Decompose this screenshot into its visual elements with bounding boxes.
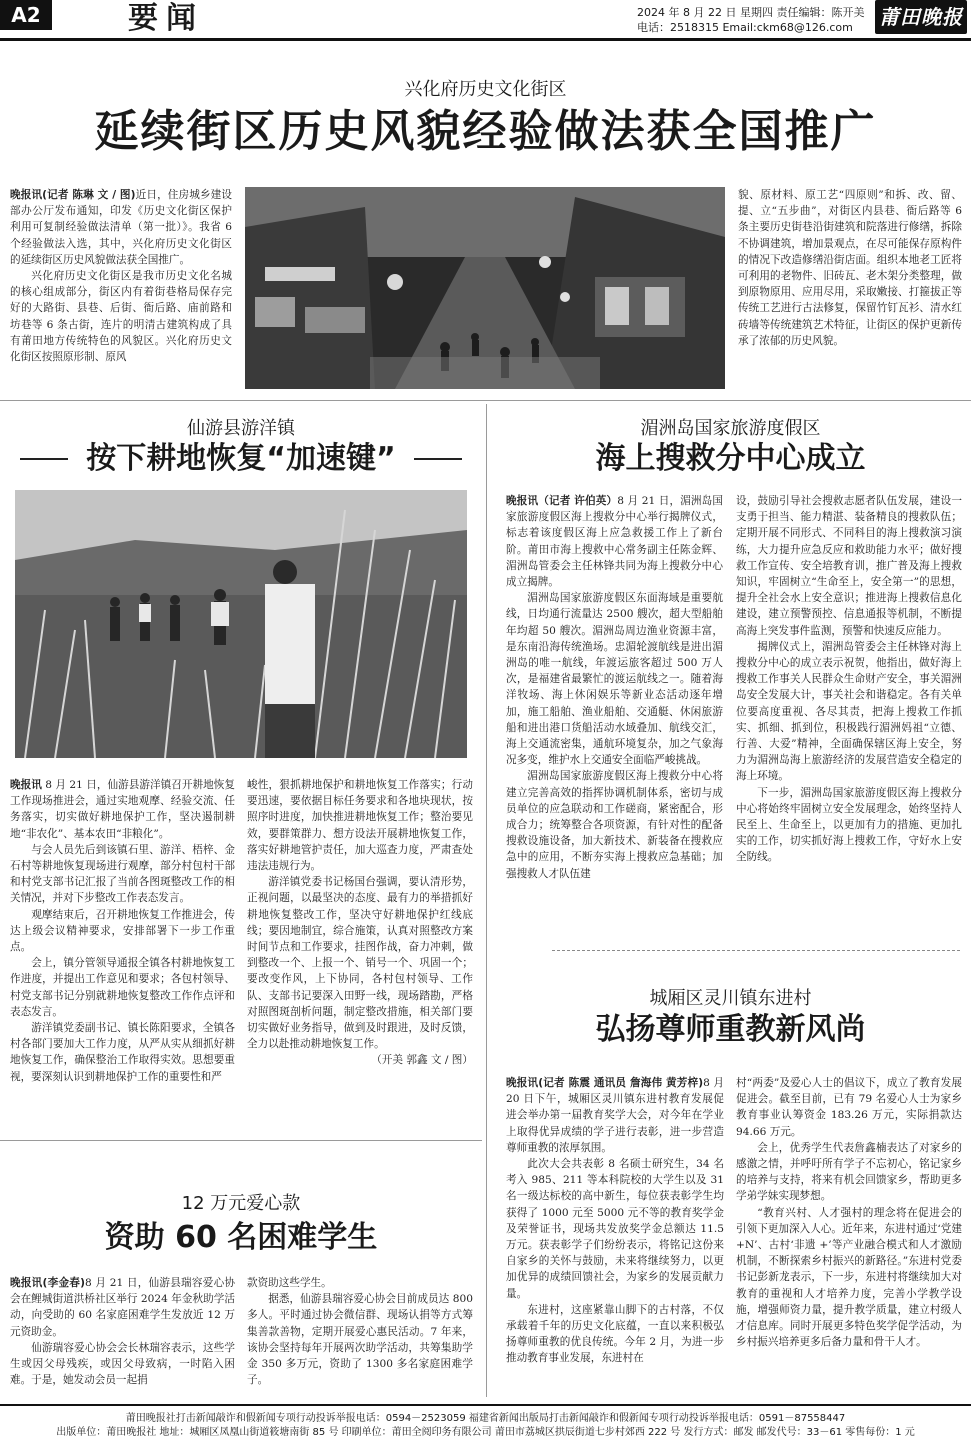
article4-column-1 [506, 1075, 724, 1367]
contact-info: 电话：2518315 Email:ckm68@126.com [637, 21, 853, 34]
article5-column-1 [10, 1275, 235, 1388]
article5-kicker: 12 万元爱心款 [181, 1193, 301, 1214]
article5-paragraph: 仙游瑞容爱心协会会长林瑞容表示，这些学生或因父母残疾，或因父母致病，一时陷入困难。于是，她发动会员一起捐 [10, 1341, 235, 1387]
article3-column-2 [736, 493, 962, 866]
article4-column-2 [736, 1075, 962, 1350]
column-divider [486, 404, 487, 1397]
article2-headline: 按下耕地恢复“加速键” [86, 441, 396, 476]
article2-paragraph: 与会人员先后到该镇石里、游洋、梧梓、金石村等耕地恢复现场进行观摩，部分村包村干部和村党支部书记汇报了当前各图斑整改工作的相关情况，并对下步整改工作表态发言。 [10, 843, 235, 905]
article2-byline: 晚报讯 [10, 779, 42, 791]
article5-column-2 [247, 1275, 473, 1388]
article4-paragraph: “教育兴村、人才强村的理念将在促进会的引领下更加深入人心。近年来，东进村通过‘党建 +N’、古村‘非遗 +’等产业融合模式和人才激励机制，不断探索乡村振兴的新路径。”东进村党委书记彭新龙表示，下一步，东进村将继续加大对教育的重视和人才培养力度，完善小学教学设施，增强师资力量，提升教学质量，建立村级人才信息库。同时开展更多特色奖学促学活动，为乡村振兴培养更多后备力量和骨干人才。 [736, 1206, 962, 1349]
newspaper-logo: 莆田晚报 [875, 0, 967, 34]
article1-column-1 [10, 187, 232, 365]
footer-hotlines: 莆田晚报社打击新闻敲诈和假新闻专项行动投诉举报电话：0594－2523059 福建省新闻出版局打击新闻敲诈和假新闻专项行动投诉举报电话：0591－87558447 [125, 1413, 846, 1424]
divider [0, 1140, 482, 1141]
footer-rule [0, 1404, 971, 1406]
article1-byline: 晚报讯(记者 陈琳 文 / 图) [10, 189, 136, 201]
article3-kicker: 湄洲岛国家旅游度假区 [640, 418, 821, 439]
article1-photo-night-street [245, 187, 725, 389]
article1-kicker: 兴化府历史文化街区 [404, 79, 567, 100]
section-title: 要闻 [128, 1, 204, 36]
article2-column-1 [10, 777, 235, 1085]
article4-kicker: 城厢区灵川镇东进村 [649, 988, 812, 1009]
article5-headline: 资助 60 名困难学生 [104, 1220, 378, 1255]
article5-paragraph: 据悉，仙游县瑞容爱心协会目前成员达 800 多人。平时通过协会微信群、现场认捐等方式筹集善款善物，定期开展爱心惠民活动。7 年来，该协会坚持每年开展两次助学活动，共筹集助学金 350 多万元，资助了 1300 多名家庭困难学子。 [247, 1293, 473, 1387]
article4-paragraph-cont: 村“两委”及爱心人士的倡议下，成立了教育发展促进会。截至目前，已有 79 名爱心人士为家乡教育事业认筹资金 183.26 万元，实际捐款达 94.66 万元。 [736, 1077, 962, 1138]
article3-paragraph: 揭牌仪式上，湄洲岛管委会主任林锋对海上搜救分中心的成立表示祝贺，他指出，做好海上搜救工作事关人民群众生命财产安全，事关湄洲岛安全发展大计，事关社会和谐稳定。各有关单位要高度重视、各尽其责，把海上搜救工作抓实、抓细、抓到位，积极践行湄洲妈祖“立德、行善、大爱”精神，全面确保辖区海上安全，努力为湄洲岛海上旅游经济的发展营造安全稳定的海上环境。 [736, 640, 962, 783]
article5-paragraph-cont: 款资助这些学生。 [247, 1277, 332, 1289]
article3-paragraph: 湄洲岛国家旅游度假区海上搜救分中心将建立完善高效的指挥协调机制体系，密切与成员单位的应急联动和工作磋商，紧密配合，形成合力；统筹整合各项资源，有针对性的配备搜救设施设备，加大新技术、新装备在搜救应急中的应用，不断夯实海上搜救应急基础；加强搜救人才队伍建 [506, 770, 723, 880]
article3-byline: 晚报讯（记者 许伯英） [506, 495, 618, 507]
footer-publisher-info: 出版单位：莆田晚报社 地址：城厢区凤凰山街道筱塘南街 85 号 印刷单位：莆田全阅印务有限公司 莆田市荔城区拱辰街道七步村郊西 222 号 发行方式：邮发 邮发代号：33－61 零售每份：1 元 [56, 1427, 915, 1437]
article3-lead: 8 月 21 日，湄洲岛国家旅游度假区海上搜救分中心举行揭牌仪式，标志着该度假区海上应急救援工作上了新台阶。莆田市海上搜救中心常务副主任陈金辉、湄洲岛管委会主任林锋共同为海上搜救分中心成立揭牌。 [506, 495, 723, 589]
article1-headline: 延续街区历史风貌经验做法获全国推广 [94, 106, 877, 157]
divider [0, 400, 971, 401]
article4-byline: 晚报讯(记者 陈震 通讯员 詹海伟 黄芳梓) [506, 1077, 704, 1089]
article3-column-1 [506, 493, 723, 882]
article2-credit: （开美 郭鑫 文 / 图） [371, 1054, 473, 1067]
article1-column-2 [738, 187, 962, 349]
article2-photo-field [15, 490, 467, 758]
article1-paragraph: 兴化府历史文化街区是我市历史文化名城的核心组成部分，街区内有着街巷格局保存完好的大路街、县巷、后街、衙后路、庙前路和坊巷等 6 条古街，连片的明清古建筑构成了具有莆田地方传统特色的风貌区。兴化府历史文化街区按照原形制、原风 [10, 270, 232, 364]
article4-paragraph: 东进村，这座紧靠山脚下的古村落，不仅承载着千年的历史文化底蕴，一直以来积极弘扬尊师重教的优良传统。今年 2 月，为进一步推动教育事业发展，东进村在 [506, 1303, 724, 1365]
article2-paragraph: 会上，镇分管领导通报全镇各村耕地恢复工作进度，并提出工作意见和要求；各包村领导、村党支部书记分别就耕地恢复整改工作作点评和表态发言。 [10, 957, 235, 1018]
article5-byline: 晚报讯(李金春) [10, 1277, 85, 1289]
article4-paragraph: 此次大会共表彰 8 名硕士研究生，34 名考入 985、211 等本科院校的大学生以及 31 名一级达标校的高中新生，每位获表彰学生均获得了 1000 元至 5000 元不等的教育奖学金及荣誉证书，现场共发放奖学金总额达 11.5 万元。获表彰学子们纷纷表示，将铭记这份来自家乡的关怀与鼓励，未来将继续努力，以更加优异的成绩回馈社会，为家乡的发展贡献力量。 [506, 1158, 724, 1300]
article4-paragraph: 会上，优秀学生代表詹鑫楠表达了对家乡的感激之情，并呼吁所有学子不忘初心，铭记家乡的培养与支持，将来有机会回馈家乡，帮助更多学弟学妹实现梦想。 [736, 1141, 962, 1203]
article2-kicker: 仙游县游洋镇 [187, 418, 295, 439]
dashed-divider [552, 950, 960, 951]
article2-column-2 [247, 777, 473, 1069]
page-number: A2 [0, 0, 52, 30]
article4-headline: 弘扬尊师重教新风尚 [595, 1012, 866, 1047]
article2-paragraph: 游洋镇党委书记杨国台强调，要认清形势，正视问题，以最坚决的态度、最有力的举措抓好耕地恢复整改工作，坚决守好耕地保护红线底线；要因地制宜，综合施策，认真对照整改方案时间节点和工作要求，挂图作战，奋力冲刺，做到整改一个、上报一个、销号一个、巩固一个；要改变作风，上下协同，各村包村领导、工作队、支部书记要深入田野一线，现场踏勘，严格对照图斑剖析问题，制定整改措施，相关部门要切实做好业务指导，做到及时跟进，及时反馈，全力以赴推动耕地恢复工作。 [247, 876, 473, 1051]
article3-paragraph: 下一步，湄洲岛国家旅游度假区海上搜救分中心将始终牢固树立安全发展理念，始终坚持人民至上、生命至上，以更加有力的措施、更加扎实的工作，切实抓好海上搜救工作，守好水上安全防线。 [736, 786, 962, 864]
article5-lead: 8 月 21 日，仙游县瑞容爱心协会在鲤城街道洪桥社区举行 2024 年金秋助学活动，向受助的 60 名家庭困难学生发放近 12 万元资助金。 [10, 1277, 236, 1338]
article3-paragraph-cont: 设，鼓励引导社会搜救志愿者队伍发展，建设一支勇于担当、能力精湛、装备精良的搜救队伍；定期开展不同形式、不同科目的海上搜救演习演练，大力提升应急反应和救助能力水平；做好搜救工作宣传、安全培教育训，推广普及海上搜救知识，牢固树立“生命至上，安全第一”的思想，提升全社会水上安全意识；推进海上搜救信息化建设，建立预警预控、信息通报等机制，不断提高海上突发事件监测，预警和快速反应能力。 [736, 495, 962, 637]
issue-date-editor: 2024 年 8 月 22 日 星期四 责任编辑：陈开美 [637, 6, 865, 19]
article2-lead: 8 月 21 日，仙游县游洋镇召开耕地恢复工作现场推进会，通过实地观摩、经验交流、任务落实，切实做好耕地保护工作，坚决遏制耕地“非农化”、基本农田“非粮化”。 [10, 779, 235, 840]
article1-paragraph-cont: 貌、原材料、原工艺“四原则”和拆、改、留、提、立“五步曲”，对街区内县巷、衙后路等 6 条主要历史街巷沿街建筑和院落进行修缮，拆除不协调建筑，增加景观点，在尽可能保存原构件的情况下改造修缮沿街店面。组织本地老工匠将可利用的老物件、旧砖瓦、老木架分类整理，做到原物原用、应用尽用，采取嫩接、打箍拔正等传统工艺进行古法修复，保留竹钉瓦衫、清水红砖墙等传统建筑艺术特征，让街区的保护更新传承了浓郁的历史风貌。 [738, 189, 962, 347]
article4-lead: 8 月 20 日下午，城厢区灵川镇东进村教育发展促进会举办第一届教育奖学大会，对今年在学业上取得优异成绩的学子进行表彰，进一步营造尊师重教的浓厚氛围。 [506, 1077, 725, 1154]
article2-paragraph: 游洋镇党委副书记、镇长陈阳要求，全镇各村各部门要加大工作力度，从严从实从细抓好耕地恢复工作，确保整治工作取得实效。思想要重视，要深刻认识到耕地保护工作的重要性和严 [10, 1022, 235, 1083]
header-rule [0, 38, 971, 41]
article2-paragraph: 观摩结束后，召开耕地恢复工作推进会，传达上级会议精神要求，安排部署下一步工作重点。 [10, 908, 235, 954]
article1-lead: 近日，住房城乡建设部办公厅发布通知，印发《历史文化街区保护利用可复制经验做法清单（第一批）》。我省 6 个经验做法入选，其中，兴化府历史文化街区的延续街区历史风貌做法获全国推广。 [10, 189, 233, 266]
article2-paragraph-cont: 峻性，狠抓耕地保护和耕地恢复工作落实；行动要迅速，要依据目标任务要求和各地块现状，按照序时进度，加快推进耕地恢复工作；整治要见效，要群策群力、想方设法开展耕地恢复工作，落实好耕地管护责任，加大巡查力度，严肃查处违法违规行为。 [247, 779, 473, 873]
article3-headline: 海上搜救分中心成立 [595, 441, 866, 476]
article3-paragraph: 湄洲岛国家旅游度假区东面海域是重要航线，日均通行流量达 2500 艘次，超大型船舶年均超 50 艘次。湄洲岛周边渔业资源丰富，是东南沿海传统渔场。忠湄轮渡航线是进出湄洲岛的唯一航线，年渡运旅客超过 500 万人次，是福建省最繁忙的渡运航线之一。随着海洋牧场、海上休闲娱乐等新业态活动逐年增加，施工船舶、渔业船舶、交通艇、休闲旅游船和进出港口货船活动水域叠加、航线交汇，海上交通流密集，通航环境复杂，加之气象海况多变，维护水上交通安全面临严峻挑战。 [506, 592, 723, 767]
